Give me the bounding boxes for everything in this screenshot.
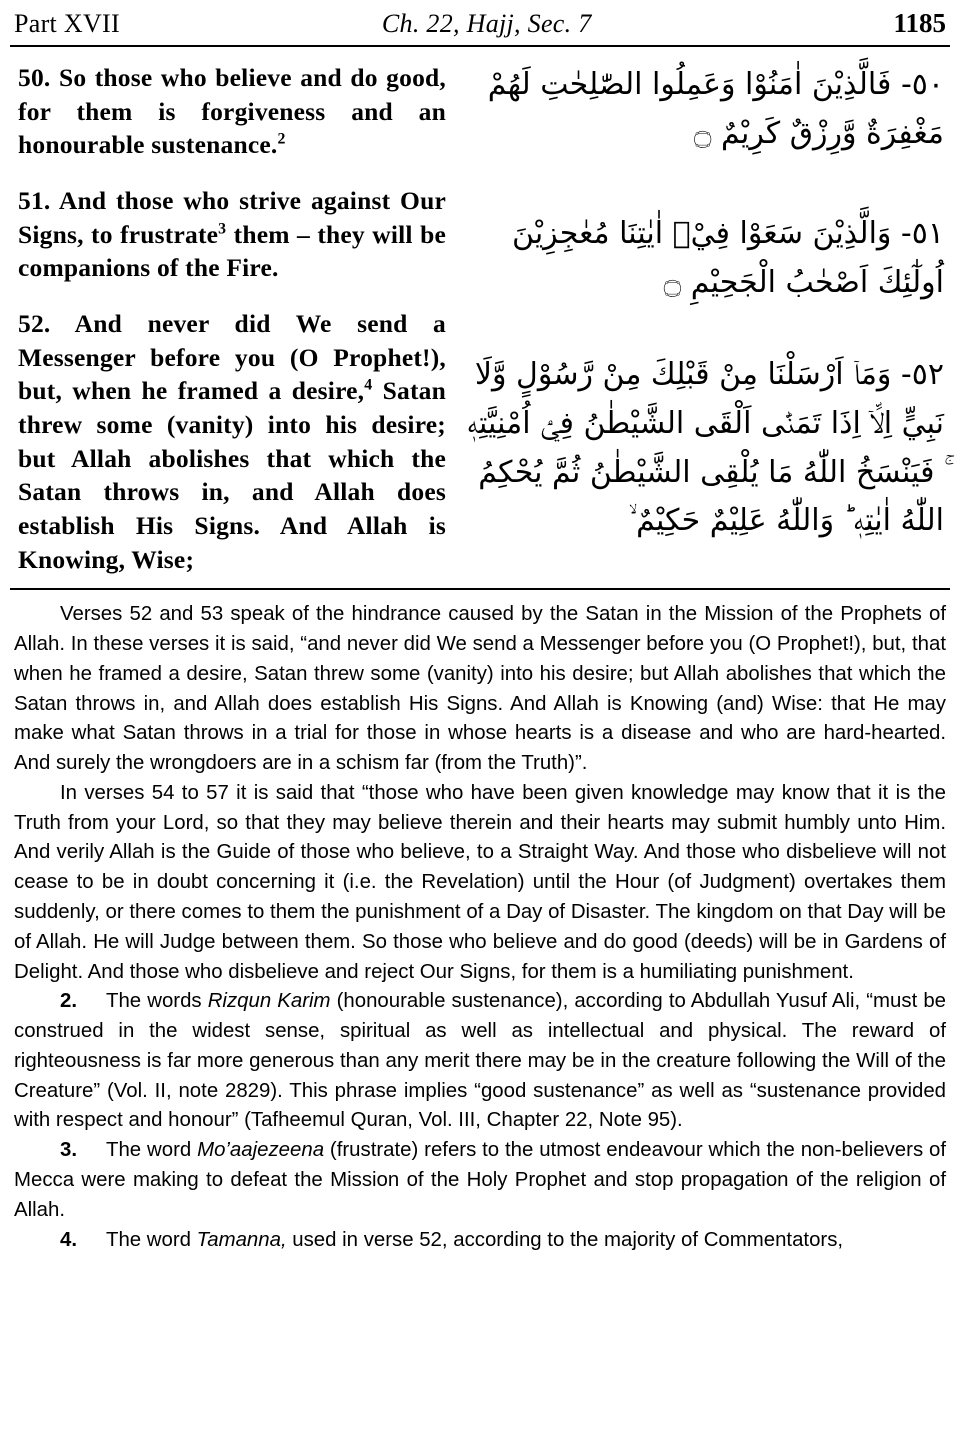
footnote-4-pre: The word — [106, 1228, 197, 1251]
footnote-3-pre: The word — [106, 1139, 198, 1162]
footnote-3 — [14, 1136, 946, 1225]
arabic-verse-50: ٥٠- فَالَّذِيْنَ اٰمَنُوْا وَعَمِلُوا الصّٰلِحٰتِ لَهُمْ مَغْفِرَةٌ وَّرِزْقٌ كَرِيْمٌ ۝ — [487, 67, 944, 151]
arabic-column — [452, 47, 948, 582]
footnote-4 — [14, 1226, 946, 1256]
commentary-paragraph-1: Verses 52 and 53 speak of the hindrance caused by the Satan in the Mission of the Prophets of Allah. In these verses it is said, “and never did We send a Messenger before you (O Prophet!), but, that when he framed a desire, Satan threw some (vanity) into his desire; but Allah abolishes that which the Satan throws in, and Allah does establish His Signs. And Allah is Knowing (and) Wise: that He may make what Satan throws in a trial for those in whose hearts is a disease and who are hard-hearted. And surely the wrongdoers are in a schism far (from the Truth)”. — [14, 603, 946, 775]
verse-51-text: 51. And those who strive against Our Signs, to frustrate — [18, 185, 446, 249]
footnote-2-post: (honourable sustenance), according to Abdullah Yusuf Ali, “must be construed in the widest sense, spiritual as well as intellectual and physical. The reward of righteousness is far more generous than any merit there may be in the creature following the Will of the Creature” (Vol. II, note 2829). This phrase implies “good sustenance” as well as “sustenance provided with respect and honour” (Tafheemul Quran, Vol. III, Chapter 22, Note 95). — [14, 990, 947, 1132]
footnote-3-number: 3. — [60, 1139, 78, 1162]
footnote-2 — [14, 987, 946, 1136]
arabic-verse-52: ٥٢- وَمَاۤ اَرْسَلْنَا مِنْ قَبْلِكَ مِنْ رَّسُوْلٍ وَّلَا نَبِيٍّ اِلَّاۤ اِذَا تَمَنّٰۤى اَلْقَى الشَّيْطٰنُ فِيْۤ اُمْنِيَّتِهٖ ۚ فَيَنْسَخُ اللّٰهُ مَا يُلْقِى الشَّيْطٰنُ ثُمَّ يُحْكِمُ اللّٰهُ اٰيٰتِهٖ ؕ وَاللّٰهُ عَلِيْمٌ حَكِيْمٌ ۙ — [466, 357, 944, 539]
commentary-paragraph-2: In verses 54 to 57 it is said that “those who have been given knowledge may know that it is the Truth from your Lord, so that they may believe therein and their hearts may submit humbly unto Him. And verily Allah is the Guide of those who believe, to a Straight Way. And those who disbelieve will not cease to be in doubt concerning it (i.e. the Revelation) until the Hour (of Judgment) overtakes them suddenly, or there comes to them the punishment of a Day of Disaster. The kingdom on that Day will be of Allah. He will Judge between them. So those who believe and do good (deeds) will be in Gardens of Delight. And those who disbelieve and reject Our Signs, for them is a humiliating punishment. — [14, 781, 946, 983]
verse-52-text: 52. And never did We send a Messenger before you (O Prophet!), but, when he framed a desire, — [18, 308, 446, 406]
verse-50-footnote-marker: 2 — [277, 130, 286, 148]
commentary-section — [0, 590, 960, 1255]
footnote-3-post: (frustrate) refers to the utmost endeavour which the non-believers of Mecca were making to defeat the Mission of the Holy Prophet and stop propagation of the religion of Allah. — [14, 1139, 947, 1221]
footnote-4-term: Tamanna, — [196, 1228, 287, 1251]
page-number: 1185 — [893, 8, 946, 38]
verse-50-text: 50. So those who believe and do good, for them is forgiveness and an honourable sustenance. — [18, 63, 446, 160]
footnote-2-pre: The words — [106, 990, 208, 1013]
verse-52-text-after: Satan threw some (vanity) into his desire; but Allah abolishes that which the Satan throws in, and Allah does establish His Signs. And Allah is Knowing, Wise; — [18, 376, 446, 574]
verse-translation-52 — [18, 307, 446, 576]
footnote-4-post: used in verse 52, according to the majority of Commentators, — [286, 1228, 844, 1251]
footnote-2-number: 2. — [60, 990, 78, 1013]
arabic-verse-51: ٥١- وَالَّذِيْنَ سَعَوْا فِيْۤ اٰيٰتِنَا مُعٰجِزِيْنَ اُولٰٓئِكَ اَصْحٰبُ الْجَحِيْمِ ۝ — [511, 216, 944, 300]
part-label: Part XVII — [14, 9, 120, 38]
footnote-2-term: Rizqun Karim — [207, 990, 331, 1013]
footnote-4-number: 4. — [60, 1228, 78, 1251]
verse-51-footnote-marker: 3 — [218, 220, 227, 238]
verse-52-footnote-marker: 4 — [364, 376, 373, 394]
verse-51-text-after: them – they will be companions of the Fire. — [18, 219, 446, 283]
translation-column — [12, 47, 452, 582]
verse-translation-50 — [18, 61, 446, 162]
verse-translation-51 — [18, 184, 446, 285]
footnote-3-term: Mo’aajezeena — [197, 1139, 325, 1162]
verse-section — [0, 47, 960, 582]
chapter-label: Ch. 22, Hajj, Sec. 7 — [381, 9, 592, 38]
page-header — [0, 0, 960, 39]
